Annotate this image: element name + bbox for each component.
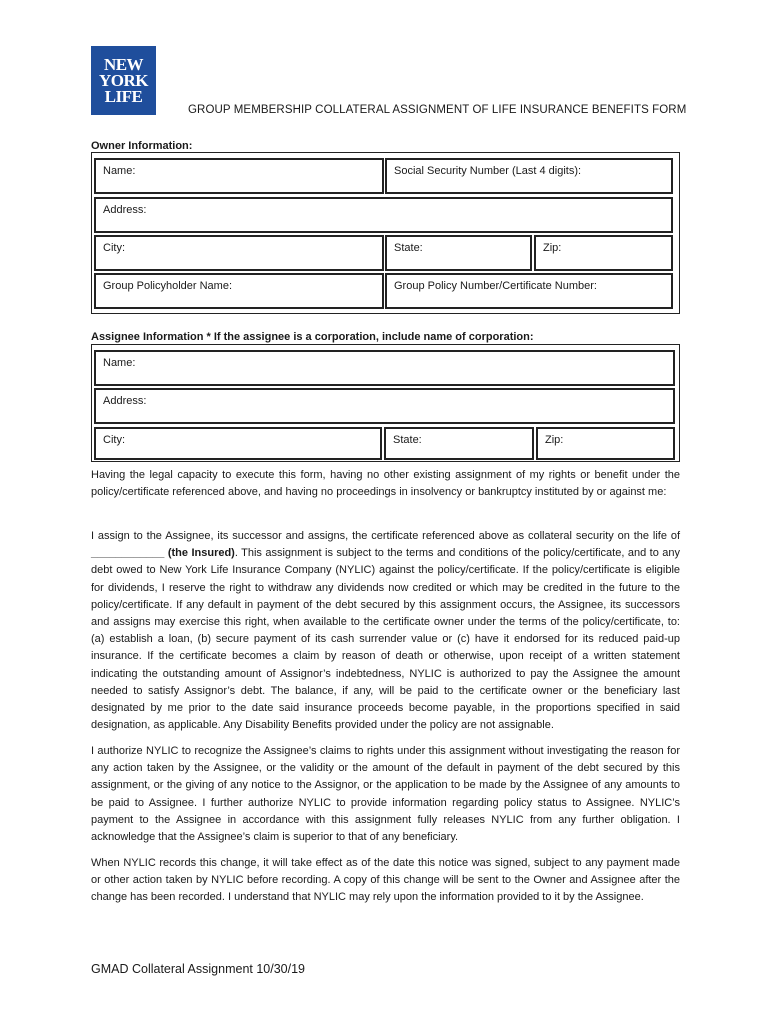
assignee-zip-field[interactable]: [536, 427, 675, 460]
group-policy-number-label: Group Policy Number/Certificate Number:: [394, 280, 597, 292]
form-title: GROUP MEMBERSHIP COLLATERAL ASSIGNMENT OF LIFE INSURANCE BENEFITS FORM: [188, 104, 687, 116]
assignee-address-field[interactable]: [94, 388, 675, 424]
logo-line-3: LIFE: [104, 86, 143, 106]
form-footer: GMAD Collateral Assignment 10/30/19: [91, 962, 305, 976]
legal-capacity-paragraph: Having the legal capacity to execute this form, having no other existing assignment of my rights or benefit under the policy/certificate referenced above, and having no proceedings in insolvency or bankruptcy instituted by or against me:: [91, 469, 680, 499]
assignee-name-field[interactable]: [94, 350, 675, 386]
insured-blank: ____________ (the Insured): [91, 547, 235, 560]
assignee-city-field[interactable]: [94, 427, 382, 460]
assignment-paragraph-rest: . This assignment is subject to the terms and conditions of the policy/certificate, and to any debt owed to New York Life Insurance Company (NYLIC) against the policy/certificate. If the policy/certificate is eligible for dividends, I reserve the right to withdraw any dividends now credited or which may be credited in the future to the policy/certificate. If any default in payment of the debt secured by this assignment occurs, the Assignee, its successors and assigns may exercise this right, when available to the certificate owner under the terms of the policy/certificate, to: (a) establish a loan, (b) secure payment of its cash surrender value or (c) have it endorsed for its reduced paid-up insurance. If the certificate becomes a claim by reason of death or otherwise, upon receipt of a written statement indicating the outstanding amount of Assignor’s indebtedness, NYLIC is authorized to pay the Assignee the amount needed to satisfy Assignor’s debt. The balance, if any, will be paid to the certificate owner or the beneficiary last designated by me prior to the date said insurance proceeds become payable, in the proportions specified in said designation, as applicable. Any Disability Benefits provided under the policy are not assignable.: [91, 547, 680, 732]
owner-city-field[interactable]: [94, 235, 384, 271]
owner-information-heading: Owner Information:: [91, 140, 193, 152]
owner-state-field[interactable]: [385, 235, 532, 271]
assignment-paragraph-intro: I assign to the Assignee, its successor and assigns, the certificate referenced above as collateral security on the life of: [91, 530, 680, 542]
group-policyholder-name-field[interactable]: [94, 273, 384, 309]
recording-paragraph: When NYLIC records this change, it will take effect as of the date this notice was signed, subject to any payment made or other action taken by NYLIC before recording. A copy of this change will be sent to the Owner and Assignee after the change has been recorded. I understand that NYLIC may rely upon the information provided to it by the Assignee.: [91, 857, 680, 904]
owner-city-label: City:: [103, 242, 125, 254]
group-policyholder-name-label: Group Policyholder Name:: [103, 280, 233, 292]
owner-state-label: State:: [394, 242, 423, 254]
assignee-zip-label: Zip:: [545, 434, 564, 446]
assignee-information-heading: Assignee Information * If the assignee is a corporation, include name of corporation:: [91, 331, 534, 343]
assignee-state-label: State:: [393, 434, 422, 446]
owner-name-field[interactable]: [94, 158, 384, 194]
logo-line-2: YORK: [99, 70, 148, 90]
owner-name-label: Name:: [103, 165, 136, 177]
assignee-address-label: Address:: [103, 395, 147, 407]
group-policy-number-field[interactable]: [385, 273, 673, 309]
assignee-state-field[interactable]: [384, 427, 534, 460]
owner-zip-field[interactable]: [534, 235, 673, 271]
owner-zip-label: Zip:: [543, 242, 562, 254]
owner-ssn-field[interactable]: [385, 158, 673, 194]
assignee-city-label: City:: [103, 434, 125, 446]
owner-address-field[interactable]: [94, 197, 673, 233]
owner-ssn-label: Social Security Number (Last 4 digits):: [394, 165, 582, 177]
new-york-life-logo: [91, 46, 156, 115]
assignment-paragraph: [91, 528, 680, 734]
logo-line-1: NEW: [103, 54, 144, 74]
owner-address-label: Address:: [103, 204, 147, 216]
authorization-paragraph: I authorize NYLIC to recognize the Assignee’s claims to rights under this assignment without investigating the reason for any action taken by the Assignee, or the validity or the amount of the default in payment of the debt secured by this assignment, or the giving of any notice to the Assignor, or the application to be made by the Assignee of any amounts to be paid to Assignee. I further authorize NYLIC to provide information regarding policy status to Assignee. NYLIC’s payment to the Assignee in accordance with this assignment fully releases NYLIC from any further obligation. I acknowledge that the Assignee’s claim is superior to that of any beneficiary.: [91, 745, 680, 844]
assignee-name-label: Name:: [103, 357, 136, 369]
